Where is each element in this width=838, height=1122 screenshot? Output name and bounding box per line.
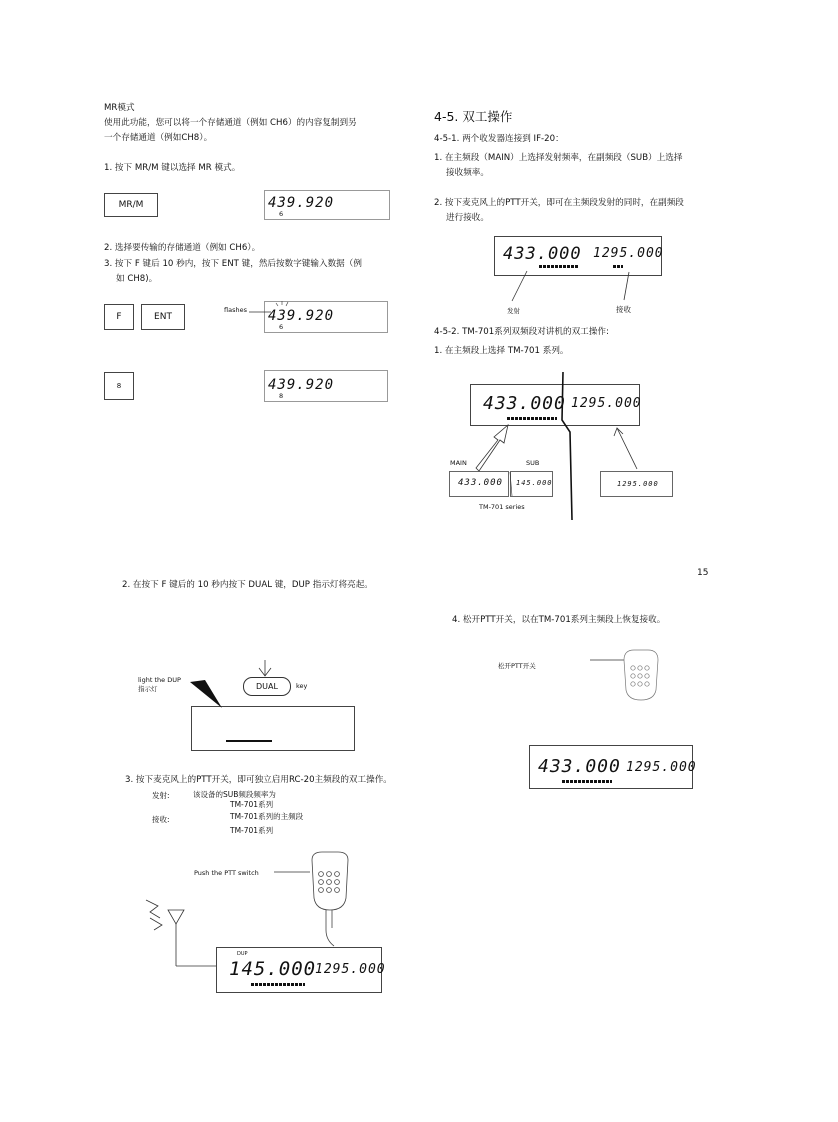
mr-description-line2: 一个存储通道（例如CH8）。 [104,133,213,143]
bottom-step3: 3. 按下麦克风上的PTT开关，即可独立启用RC-20主频段的双工操作。 [125,775,392,785]
dual-key[interactable]: DUAL [243,677,291,696]
light-dup-cn: 指示灯 [138,685,158,693]
right2-step1: 1. 在主频段上选择 TM-701 系列。 [434,346,569,356]
bottom-rx-value1: TM-701系列的主频段 [230,812,304,821]
lcd-main-frequency: 433.000 [483,393,566,414]
microphone-icon [312,852,348,946]
tm701-right-frequency: 1295.000 [617,480,659,488]
flash-rays [276,301,288,306]
bottom-tx-value1: 该设备的SUB频段频率为 [193,790,276,799]
bottom-step4: 4. 松开PTT开关，以在TM-701系列主频段上恢复接收。 [452,615,666,625]
antenna-icon [146,900,216,966]
left-step3-line2: 如 CH8)。 [116,274,158,284]
rx-pointer-line [624,272,629,300]
right-step2-line1: 2. 按下麦克风上的PTT开关，即可在主频段发射的同时，在副频段 [434,198,684,208]
lcd-channel: 8 [279,392,284,400]
right-arrow-head-icon [614,428,623,436]
right-step1-line1: 1. 在主频段（MAIN）上选择发射频率，在副频段（SUB）上选择 [434,153,683,163]
flashes-label: flashes [224,306,247,314]
separator-line [562,372,572,520]
sub-label: SUB [526,459,540,467]
lcd-frequency: 439.920 [268,195,335,211]
tm701-sub-frequency: 145.000 [516,479,553,487]
page-number: 15 [697,568,709,578]
tm701-series-label: TM-701 series [479,503,525,511]
bottom-rx-label: 接收: [152,815,170,824]
tx-pointer-line [512,271,527,301]
rx-label: 接收 [616,305,631,314]
lcd-sub-frequency: 1295.000 [593,246,664,261]
tx-label: 发射 [507,307,520,315]
lcd-main-frequency: 433.000 [538,756,621,777]
subsection-1-title: 4-5-1. 两个收发器连接到 IF-20： [434,134,564,144]
bottom-rx-value2: TM-701系列 [230,826,274,835]
left-step2: 2. 选择要传输的存储通道（例如 CH6）。 [104,243,261,253]
left-step3-line1: 3. 按下 F 键后 10 秒内，按下 ENT 键，然后按数字键输入数据（例 [104,259,362,269]
subsection-2-title: 4-5-2. TM-701系列双频段对讲机的双工操作: [434,327,609,337]
dup-tag: DUP [237,951,248,957]
lcd-frequency: 439.920 [268,308,335,324]
microphone-icon-release [624,650,658,700]
lcd-main-frequency: 433.000 [503,244,582,264]
push-ptt-label: Push the PTT switch [194,869,259,877]
lcd-main-frequency: 145.000 [229,958,317,980]
lcd-sub-frequency: 1295.000 [626,760,697,775]
release-ptt-label: 松开PTT开关 [498,662,536,670]
lcd-frequency: 439.920 [268,377,335,393]
tm701-main-frequency: 433.000 [458,478,503,488]
mr-description-line1: 使用此功能，您可以将一个存储通道（例如 CH6）的内容复制到另 [104,118,357,128]
bottom-tx-label: 发射: [152,791,170,800]
mr-heading: MR模式 [104,103,135,113]
bottom-tx-value2: TM-701系列 [230,800,274,809]
right-arrow-line [617,428,637,469]
dup-light-wedge-icon [190,680,222,708]
bottom-step2: 2. 在按下 F 键后的 10 秒内按下 DUAL 键，DUP 指示灯将亮起。 [122,580,373,590]
f-key[interactable]: F [104,304,134,330]
light-dup-en: light the DUP [138,676,181,684]
main-label: MAIN [450,459,467,467]
lcd-sub-frequency: 1295.000 [571,396,642,411]
lcd-sub-frequency: 1295.000 [315,962,386,977]
right-step2-line2: 进行接收。 [446,213,489,223]
mr-m-key[interactable]: MR/M [104,193,158,217]
key-word: key [296,682,308,690]
right-step1-line2: 接收频率。 [446,168,489,178]
section-title: 4-5. 双工操作 [434,109,513,124]
ent-key[interactable]: ENT [141,304,185,330]
digit-8-key[interactable]: 8 [104,372,134,400]
lcd-channel: 6 [279,323,284,331]
left-step1: 1. 按下 MR/M 键以选择 MR 模式。 [104,163,241,173]
lcd-channel: 6 [279,210,284,218]
main-arrow-icon [476,425,508,471]
